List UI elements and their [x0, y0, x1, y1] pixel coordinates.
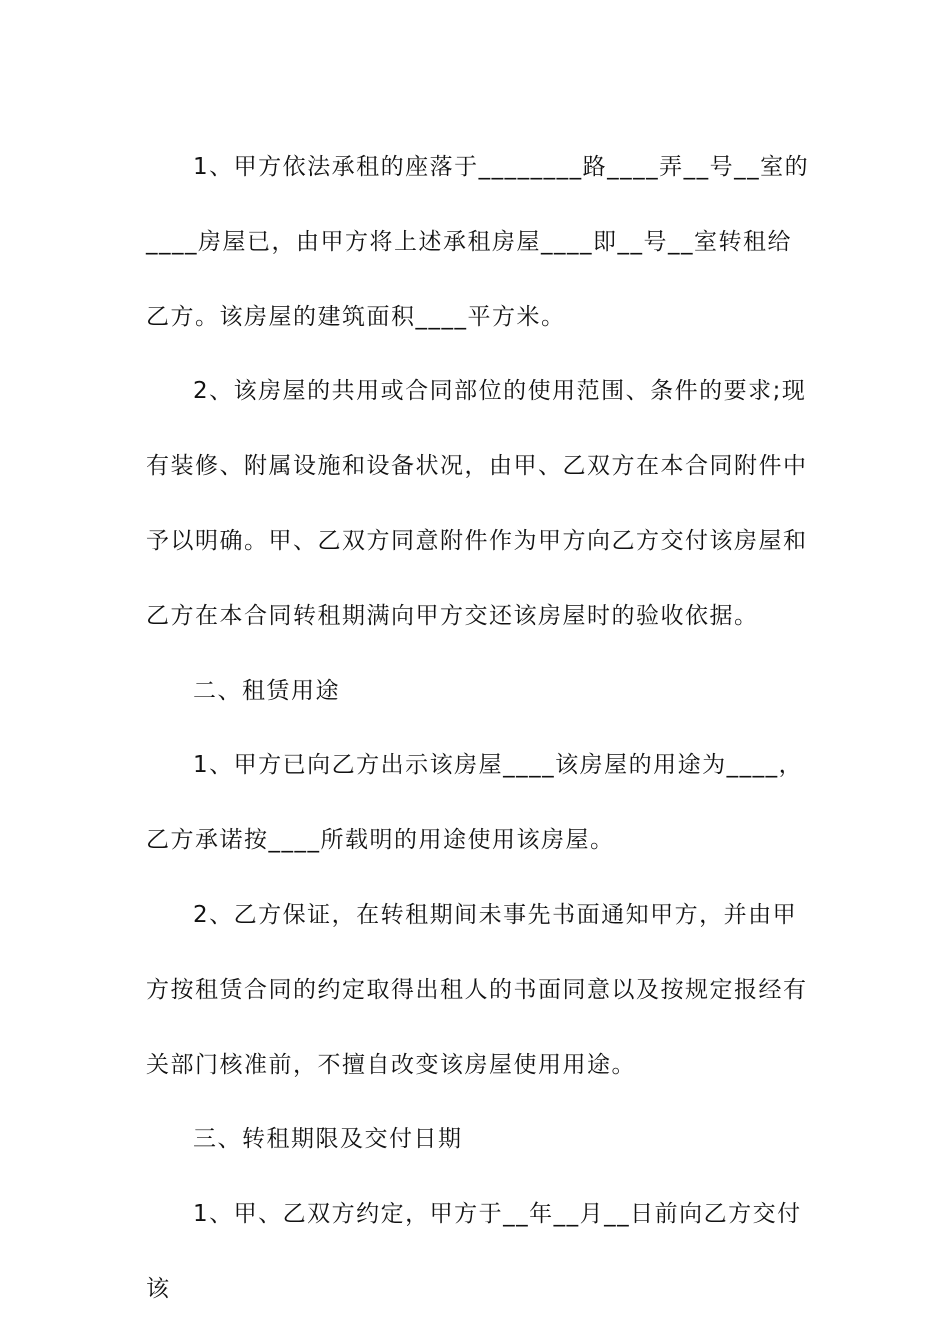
clause-2-1-usage: 1、甲方已向乙方出示该房屋____该房屋的用途为____，乙方承诺按____所载明的用途使用该房屋。 [146, 752, 804, 854]
clause-1-1-premises: 1、甲方依法承租的座落于________路____弄__号__室的____房屋已，由甲方将上述承租房屋____即__号__室转租给乙方。该房屋的建筑面积____平方米。 [146, 154, 810, 330]
section-heading-term-delivery: 三、转租期限及交付日期 [193, 1126, 463, 1153]
section-heading-lease-purpose: 二、租赁用途 [193, 677, 340, 704]
clause-2-2-no-change: 2、乙方保证，在转租期间未事先书面通知甲方，并由甲方按租赁合同的约定取得出租人的书面同意以及按规定报经有关部门核准前，不擅自改变该房屋使用用途。 [146, 901, 808, 1078]
document-body [146, 130, 810, 1327]
clause-1-2-facilities: 2、该房屋的共用或合同部位的使用范围、条件的要求;现有装修、附属设施和设备状况，由甲、乙双方在本合同附件中予以明确。甲、乙双方同意附件作为甲方向乙方交付该房屋和乙方在本合同转租期满向甲方交还该房屋时的验收依据。 [146, 378, 808, 629]
clause-3-1-delivery-date: 1、甲、乙双方约定，甲方于__年__月__日前向乙方交付该 [146, 1201, 802, 1302]
